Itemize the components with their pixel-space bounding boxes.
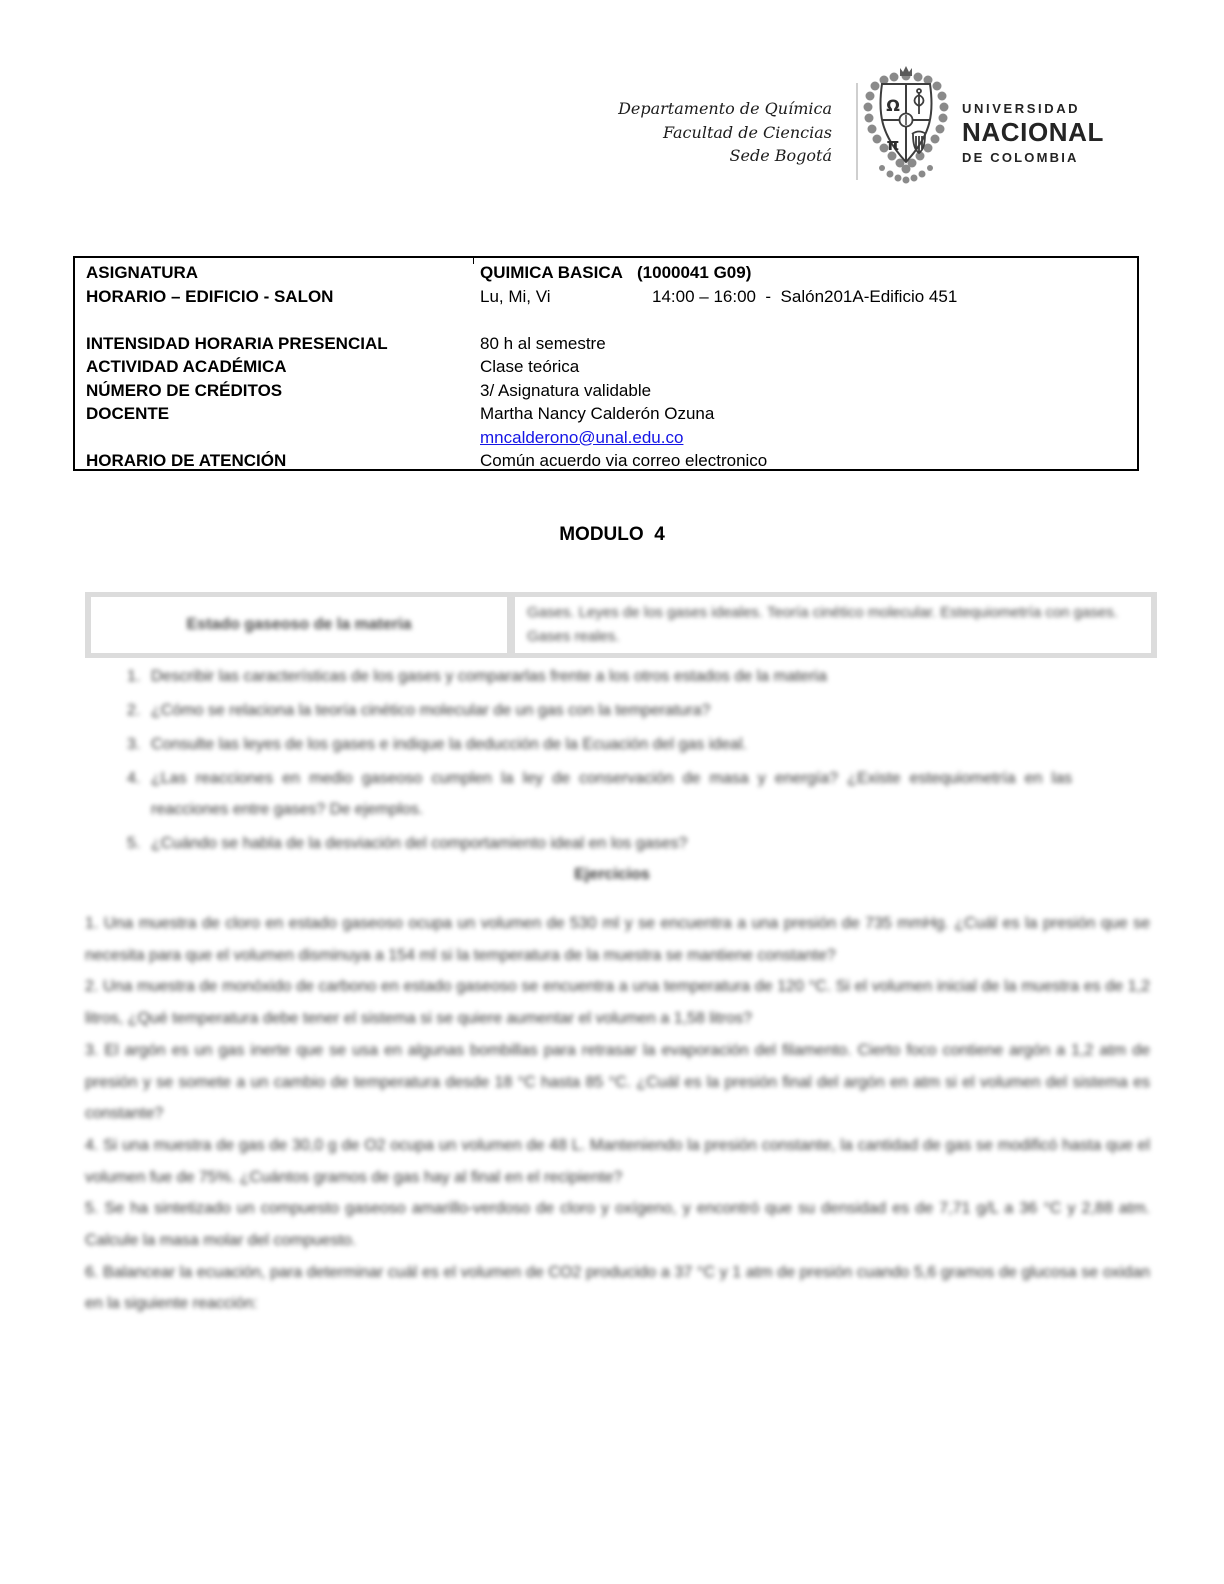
info-value-code: (1000041 G09) bbox=[637, 263, 752, 282]
table-row-intensidad bbox=[86, 332, 1137, 356]
question-item bbox=[127, 729, 1072, 760]
info-label bbox=[86, 308, 480, 332]
university-word-2: NACIONAL bbox=[962, 117, 1105, 147]
topic-label: Estado gaseoso de la materia bbox=[186, 616, 412, 633]
question-item bbox=[127, 661, 1072, 692]
info-value: Clase teórica bbox=[480, 357, 580, 376]
table-row-docente bbox=[86, 402, 1137, 426]
question-number: 1. bbox=[127, 668, 141, 685]
email-link[interactable]: mncalderono@unal.edu.co bbox=[480, 427, 684, 447]
department-line: Departamento de Química bbox=[618, 99, 832, 118]
university-word-1: UNIVERSIDAD bbox=[962, 101, 1081, 116]
question-text: Describir las características de los gases y compararlas frente a los otros estados de la materia bbox=[151, 668, 827, 685]
table-row-horario bbox=[86, 285, 1137, 309]
info-value: 3/ Asignatura validable bbox=[480, 380, 652, 400]
info-label: INTENSIDAD HORARIA PRESENCIAL bbox=[86, 333, 388, 353]
table-row-blank bbox=[86, 308, 1137, 332]
question-text: Consulte las leyes de los gases e indique la deducción de la Ecuación del gas ideal. bbox=[151, 736, 747, 753]
question-number: 5. bbox=[127, 835, 141, 852]
table-row-atencion bbox=[86, 449, 1137, 473]
university-word-3: DE COLOMBIA bbox=[962, 150, 1079, 165]
summary-cell bbox=[515, 597, 1151, 653]
question-list bbox=[127, 661, 1072, 862]
exercise-section bbox=[85, 908, 1150, 1320]
question-text: ¿Cuándo se habla de la desviación del comportamiento ideal en los gases? bbox=[151, 835, 688, 852]
info-value: 80 h al semestre bbox=[480, 333, 606, 353]
info-label: DOCENTE bbox=[86, 404, 170, 423]
module-topic-table bbox=[85, 592, 1157, 658]
table-row-actividad bbox=[86, 355, 1137, 379]
info-value: QUIMICA BASICA bbox=[480, 263, 623, 282]
university-wordmark bbox=[962, 101, 1104, 165]
question-text: ¿Cómo se relaciona la teoría cinético molecular de un gas con la temperatura? bbox=[151, 702, 711, 719]
topic-summary: Gases. Leyes de los gases ideales. Teoría cinético molecular. Estequiometría con gases. Gases reales. bbox=[527, 604, 1118, 645]
question-number: 2. bbox=[127, 702, 141, 719]
info-label: ACTIVIDAD ACADÉMICA bbox=[86, 357, 287, 376]
svg-text:Ω: Ω bbox=[886, 96, 900, 115]
exercise-paragraph: 3. El argón es un gas inerte que se usa en algunas bombillas para retrasar la evaporación del filamento. Cierto foco contiene argón a 1,2 atm de presión y se somete a un cambio de temperatura desde 18 °C hasta 85 °C. ¿Cuál es la presión final del argón en atm si el volumen del sistema es constante? bbox=[85, 1041, 1150, 1123]
exercise-paragraph: 2. Una muestra de monóxido de carbono en estado gaseoso se encuentra a una temperatura de 120 °C. Si el volumen inicial de la muestra es de 1,2 litros, ¿Qué temperatura debe tener el sistema si se quiere aumentar el volumen a 1,58 litros? bbox=[85, 978, 1150, 1028]
exercises-heading: Ejercicios bbox=[574, 866, 650, 883]
info-label: NÚMERO DE CRÉDITOS bbox=[86, 380, 283, 400]
info-label: HORARIO – EDIFICIO - SALON bbox=[86, 286, 334, 306]
info-value-detail: 14:00 – 16:00 - Salón201A-Edificio 451 bbox=[652, 286, 958, 306]
table-column-tick bbox=[473, 256, 474, 264]
exercise-paragraph: 6. Balancear la ecuación, para determinar cuál es el volumen de CO2 producido a 37 °C y 1 atm de presión cuando 5,6 gramos de glucosa se oxidan en la siguiente reacción: bbox=[85, 1263, 1150, 1313]
question-item bbox=[127, 695, 1072, 726]
topic-cell bbox=[91, 597, 507, 653]
exercise-paragraph: 1. Una muestra de cloro en estado gaseoso ocupa un volumen de 530 ml y se encuentra a una presión de 735 mmHg. ¿Cuál es la presión que se necesita para que el volumen disminuya a 154 ml si la temperatura de la muestra se mantiene constante? bbox=[85, 915, 1150, 964]
department-address-block bbox=[500, 97, 832, 168]
unal-crest-icon bbox=[860, 64, 954, 191]
question-item bbox=[127, 763, 1072, 825]
faculty-line: Facultad de Ciencias bbox=[663, 122, 832, 142]
table-row-email bbox=[86, 426, 1137, 450]
question-item bbox=[127, 828, 1072, 859]
info-value: Común acuerdo via correo electronico bbox=[480, 451, 768, 470]
info-label bbox=[86, 426, 480, 450]
header-divider bbox=[856, 83, 858, 180]
table-row-creditos bbox=[86, 379, 1137, 403]
exercise-paragraph: 5. Se ha sintetizado un compuesto gaseoso amarillo-verdoso de cloro y oxígeno, y encontró que su densidad es de 7,71 g/L a 36 °C y 2,88 atm. Calcule la masa molar del compuesto. bbox=[85, 1200, 1150, 1250]
campus-line: Sede Bogotá bbox=[729, 146, 832, 165]
question-number: 4. bbox=[127, 770, 141, 787]
module-title: MODULO 4 bbox=[559, 524, 665, 545]
info-value: Martha Nancy Calderón Ozuna bbox=[480, 404, 715, 423]
info-label: HORARIO DE ATENCIÓN bbox=[86, 451, 287, 470]
info-label: ASIGNATURA bbox=[86, 263, 199, 282]
question-text: ¿Las reacciones en medio gaseoso cumplen la ley de conservación de masa y energía? ¿Existe estequiometría en las reacciones entre gases? De ejemplos. bbox=[151, 770, 1072, 818]
info-value: Lu, Mi, Vi bbox=[480, 286, 551, 306]
exercise-paragraph: 4. Si una muestra de gas de 30,0 g de O2 ocupa un volumen de 48 L. Manteniendo la presión constante, la cantidad de gas se modificó hasta que el volumen fue de 75%. ¿Cuántos gramos de gas hay al final en el recipiente? bbox=[85, 1136, 1150, 1186]
question-number: 3. bbox=[127, 736, 141, 753]
table-row-asignatura bbox=[86, 261, 1137, 285]
svg-text:π: π bbox=[886, 135, 900, 154]
course-info-table bbox=[73, 256, 1139, 471]
